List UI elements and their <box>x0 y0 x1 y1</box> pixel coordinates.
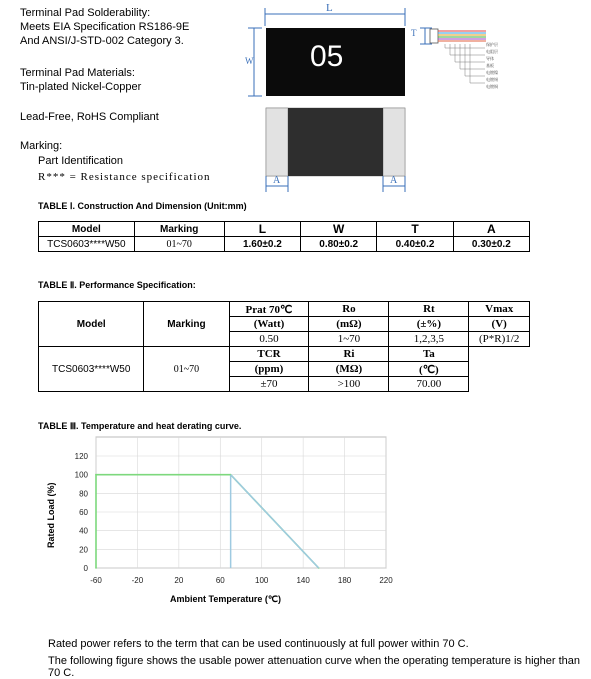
layer-label: 电镀锡 <box>486 77 498 82</box>
series-line <box>96 475 319 568</box>
solderability-line-2: And ANSI/J-STD-002 Category 3. <box>20 35 184 47</box>
x-tick-label: 220 <box>379 576 393 585</box>
y-tick-label: 80 <box>79 489 88 499</box>
table2-marking: 01~70 <box>144 347 229 392</box>
table1-header: L <box>224 222 300 237</box>
table1-cell: 01~70 <box>134 237 224 252</box>
x-tick-label: 180 <box>337 576 352 585</box>
x-tick-label: 20 <box>174 576 184 585</box>
dim-W-label: W <box>245 56 254 66</box>
y-tick-label: 120 <box>74 452 88 461</box>
table2-caption: TABLE Ⅱ. Performance Specification: <box>38 280 196 290</box>
layer-label: 电阻层 <box>486 49 498 54</box>
table2-header: Ri <box>309 347 389 362</box>
table2-value: >100 <box>309 377 389 392</box>
dim-T-label: T <box>411 28 417 38</box>
y-tick-label: 60 <box>79 508 88 517</box>
table3-caption: TABLE Ⅲ. Temperature and heat derating curve. <box>38 421 242 431</box>
table1-header: Model <box>39 222 135 237</box>
table2-unit: (Watt) <box>229 317 309 332</box>
table2-header: Prat 70℃ <box>229 302 309 317</box>
table2-unit: (ppm) <box>229 362 309 377</box>
marking-title: Marking: <box>20 140 63 152</box>
table2-unit: (℃) <box>389 362 469 377</box>
table1-header: T <box>377 222 453 237</box>
table2-unit: (MΩ) <box>309 362 389 377</box>
dim-L-label: L <box>326 2 333 14</box>
y-tick-label: 0 <box>83 564 88 573</box>
top-marking-text: 05 <box>310 40 344 73</box>
table2-model-header: Model <box>39 302 144 347</box>
table2-header: Rt <box>389 302 469 317</box>
dim-A-right-label: A <box>390 175 398 186</box>
materials-title: Terminal Pad Materials: <box>20 67 135 79</box>
table2-value: 1~70 <box>309 332 389 347</box>
layer-label: 保护层 <box>486 42 498 47</box>
table2-header: TCR <box>229 347 309 362</box>
x-tick-label: -60 <box>90 576 102 585</box>
x-axis-label: Ambient Temperature (℃) <box>170 594 281 604</box>
y-tick-label: 20 <box>79 545 88 555</box>
table2-value: 0.50 <box>229 332 309 347</box>
table2-unit: (V) <box>469 317 530 332</box>
compliance-text: Lead-Free, RoHS Compliant <box>20 111 159 123</box>
table1-header: W <box>301 222 377 237</box>
table1-cell: 0.80±0.2 <box>301 237 377 252</box>
table2-unit: (±%) <box>389 317 469 332</box>
dim-A-left-label: A <box>273 175 281 186</box>
materials-value: Tin-plated Nickel-Copper <box>20 81 142 93</box>
x-tick-label: -20 <box>131 576 144 585</box>
series-point <box>95 474 97 476</box>
table1-cell: TCS0603****W50 <box>39 237 135 252</box>
table2-header: Ro <box>309 302 389 317</box>
y-axis-label: Rated Load (%) <box>46 482 56 548</box>
x-tick-label: 140 <box>296 576 310 585</box>
layer-label: 基板 <box>486 63 494 68</box>
solderability-line-1: Meets EIA Specification RS186-9E <box>20 21 190 33</box>
table2-header: Vmax <box>469 302 530 317</box>
footer-line-2: The following figure shows the usable power attenuation curve when the operating temperature is higher than 70 C. <box>48 655 580 679</box>
table2-model: TCS0603****W50 <box>39 347 144 392</box>
table1-header: A <box>453 222 529 237</box>
y-tick-label: 100 <box>74 470 88 480</box>
table2-marking-header: Marking <box>144 302 229 347</box>
solderability-title: Terminal Pad Solderability: <box>20 7 151 19</box>
table2-unit: (mΩ) <box>309 317 389 332</box>
x-tick-label: 60 <box>215 576 225 585</box>
table1-cell: 1.60±0.2 <box>224 237 300 252</box>
table2-value: ±70 <box>229 377 309 392</box>
table2-value: (P*R)1/2 <box>469 332 530 347</box>
x-tick-label: 100 <box>255 576 269 585</box>
table2-value: 1,2,3,5 <box>389 332 469 347</box>
marking-code: R*** = Resistance specification <box>38 171 211 183</box>
derating-slope <box>231 475 319 568</box>
table1-header: Marking <box>134 222 224 237</box>
table1-cell: 0.40±0.2 <box>377 237 453 252</box>
layer-label: 电镀铜 <box>486 84 498 89</box>
table1-caption: TABLE Ⅰ. Construction And Dimension (Unit:mm) <box>38 201 247 211</box>
series-point <box>95 567 97 569</box>
table2-header: Ta <box>389 347 469 362</box>
y-tick-label: 40 <box>79 526 88 536</box>
layer-label: 电镀镍 <box>486 70 498 75</box>
table1-cell: 0.30±0.2 <box>453 237 529 252</box>
marking-part: Part Identification <box>38 155 123 167</box>
table2-value: 70.00 <box>389 377 469 392</box>
plot-frame <box>96 437 386 568</box>
layer-label: 导体 <box>486 56 494 61</box>
footer-line-1: Rated power refers to the term that can be used continuously at full power within 70 C. <box>48 638 469 650</box>
